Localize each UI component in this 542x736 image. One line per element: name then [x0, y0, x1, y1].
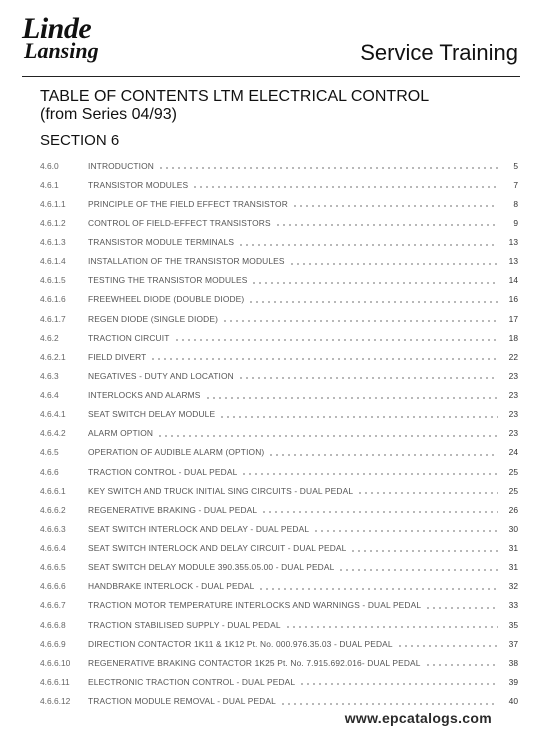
entry-page: 9: [513, 217, 518, 228]
entry-page: 26: [508, 504, 518, 515]
entry-title: DIRECTION CONTACTOR 1K11 & 1K12 Pt. No. 000.976.35.03 - DUAL PEDAL: [88, 638, 393, 649]
entry-title: TRACTION STABILISED SUPPLY - DUAL PEDAL: [88, 619, 281, 630]
toc-entry: [40, 653, 518, 672]
entry-page: 31: [508, 562, 518, 573]
entry-number: 4.6.3: [40, 370, 59, 381]
entry-number: 4.6.1.6: [40, 294, 66, 305]
entry-number: 4.6.6.4: [40, 543, 66, 554]
dot-leader: [350, 550, 498, 552]
dot-leader: [289, 263, 498, 265]
entry-title: INTERLOCKS AND ALARMS: [88, 390, 201, 401]
entry-number: 4.6.2.1: [40, 351, 66, 362]
entry-number: 4.6.4: [40, 390, 59, 401]
entry-number: 4.6.6.12: [40, 696, 71, 707]
toc-entry: [40, 233, 518, 252]
dot-leader: [174, 339, 499, 341]
dot-leader: [241, 473, 498, 475]
entry-number: 4.6.1.4: [40, 256, 66, 267]
toc-entry: [40, 481, 518, 500]
dot-leader: [268, 454, 498, 456]
entry-page: 33: [508, 600, 518, 611]
toc-entry: [40, 213, 518, 232]
entry-page: 23: [508, 409, 518, 420]
entry-number: 4.6.6.1: [40, 485, 66, 496]
entry-number: 4.6.1.3: [40, 237, 66, 248]
entry-title: SEAT SWITCH INTERLOCK AND DELAY - DUAL PEDAL: [88, 523, 310, 534]
entry-title: OPERATION OF AUDIBLE ALARM (OPTION): [88, 447, 265, 458]
logo-line2: Lansing: [24, 38, 99, 63]
toc-entry: [40, 596, 518, 615]
entry-page: 13: [508, 237, 518, 248]
entry-number: 4.6.4.2: [40, 428, 66, 439]
entry-page: 14: [508, 275, 518, 286]
entry-page: 40: [508, 696, 518, 707]
entry-number: 4.6.1.1: [40, 198, 66, 209]
toc-entry: [40, 328, 518, 347]
dot-leader: [338, 569, 498, 571]
entry-page: 5: [513, 160, 518, 171]
logo-line1: Linde: [22, 12, 92, 45]
toc-title: [40, 88, 429, 124]
entry-title: SEAT SWITCH DELAY MODULE 390.355.05.00 - DUAL PEDAL: [88, 562, 335, 573]
entry-title: REGEN DIODE (SINGLE DIODE): [88, 313, 219, 324]
entry-title: ELECTRONIC TRACTION CONTROL - DUAL PEDAL: [88, 676, 296, 687]
entry-page: 13: [508, 256, 518, 267]
entry-title: TRANSISTOR MODULES: [88, 179, 189, 190]
toc-title-line2: (from Series 04/93): [40, 106, 177, 123]
toc-entry: [40, 252, 518, 271]
entry-page: 39: [508, 676, 518, 687]
toc-entry: [40, 156, 518, 175]
entry-number: 4.6.4.1: [40, 409, 66, 420]
toc-entry: [40, 175, 518, 194]
entry-title: NEGATIVES - DUTY AND LOCATION: [88, 370, 234, 381]
entry-number: 4.6.6.3: [40, 523, 66, 534]
dot-leader: [248, 301, 498, 303]
entry-page: 23: [508, 390, 518, 401]
entry-title: SEAT SWITCH INTERLOCK AND DELAY CIRCUIT - DUAL PEDAL: [88, 543, 347, 554]
entry-page: 32: [508, 581, 518, 592]
dot-leader: [275, 224, 498, 226]
entry-page: 24: [508, 447, 518, 458]
toc-entry: [40, 424, 518, 443]
entry-number: 4.6.1.7: [40, 313, 66, 324]
toc-entry: [40, 634, 518, 653]
entry-number: 4.6.1.5: [40, 275, 66, 286]
entry-title: FIELD DIVERT: [88, 351, 147, 362]
entry-number: 4.6.6: [40, 466, 59, 477]
dot-leader: [357, 492, 498, 494]
toc-entry: [40, 366, 518, 385]
entry-page: 37: [508, 638, 518, 649]
entry-title: ALARM OPTION: [88, 428, 154, 439]
dot-leader: [157, 435, 498, 437]
toc-entry: [40, 309, 518, 328]
entry-title: PRINCIPLE OF THE FIELD EFFECT TRANSISTOR: [88, 198, 288, 209]
dot-leader: [192, 186, 498, 188]
entry-number: 4.6.6.8: [40, 619, 66, 630]
toc-entry: [40, 271, 518, 290]
entry-number: 4.6.6.9: [40, 638, 66, 649]
entry-page: 25: [508, 485, 518, 496]
toc-entry: [40, 539, 518, 558]
entry-number: 4.6.1: [40, 179, 59, 190]
entry-page: 38: [508, 657, 518, 668]
entry-number: 4.6.5: [40, 447, 59, 458]
toc-entry: [40, 194, 518, 213]
toc-entry: [40, 558, 518, 577]
dot-leader: [313, 530, 498, 532]
entry-number: 4.6.0: [40, 160, 59, 171]
dot-leader: [285, 626, 498, 628]
dot-leader: [299, 683, 498, 685]
toc-entry: [40, 519, 518, 538]
entry-number: 4.6.6.10: [40, 657, 71, 668]
entry-page: 22: [508, 351, 518, 362]
header-title: Service Training: [360, 40, 518, 65]
dot-leader: [205, 397, 498, 399]
dot-leader: [150, 358, 498, 360]
entry-title: TRACTION MOTOR TEMPERATURE INTERLOCKS AND WARNINGS - DUAL PEDAL: [88, 600, 422, 611]
entry-title: HANDBRAKE INTERLOCK - DUAL PEDAL: [88, 581, 255, 592]
entry-title: SEAT SWITCH DELAY MODULE: [88, 409, 216, 420]
entry-number: 4.6.6.5: [40, 562, 66, 573]
entry-title: CONTROL OF FIELD-EFFECT TRANSISTORS: [88, 217, 271, 228]
entry-page: 7: [513, 179, 518, 190]
entry-title: TRANSISTOR MODULE TERMINALS: [88, 237, 235, 248]
entry-number: 4.6.6.6: [40, 581, 66, 592]
entry-title: INSTALLATION OF THE TRANSISTOR MODULES: [88, 256, 285, 267]
toc-entry: [40, 405, 518, 424]
section-label: SECTION 6: [40, 132, 120, 149]
entry-page: 23: [508, 370, 518, 381]
entry-page: 35: [508, 619, 518, 630]
toc-title-line1: TABLE OF CONTENTS LTM ELECTRICAL CONTROL: [40, 88, 430, 105]
entry-page: 25: [508, 466, 518, 477]
dot-leader: [397, 645, 498, 647]
entry-title: REGENERATIVE BRAKING - DUAL PEDAL: [88, 504, 258, 515]
entry-number: 4.6.6.7: [40, 600, 66, 611]
entry-title: TRACTION CONTROL - DUAL PEDAL: [88, 466, 238, 477]
toc-entry: [40, 386, 518, 405]
toc-entry: [40, 462, 518, 481]
entry-title: TRACTION CIRCUIT: [88, 332, 170, 343]
dot-leader: [292, 205, 498, 207]
toc-entry: [40, 692, 518, 711]
entry-number: 4.6.1.2: [40, 217, 66, 228]
entry-page: 18: [508, 332, 518, 343]
entry-page: 8: [513, 198, 518, 209]
dot-leader: [425, 607, 498, 609]
toc-entry: [40, 347, 518, 366]
entry-page: 31: [508, 543, 518, 554]
dot-leader: [219, 416, 498, 418]
toc-entry: [40, 577, 518, 596]
entry-title: REGENERATIVE BRAKING CONTACTOR 1K25 Pt. No. 7.915.692.016- DUAL PEDAL: [88, 657, 421, 668]
toc-entry: [40, 672, 518, 691]
linde-lansing-logo: [22, 14, 99, 62]
entry-number: 4.6.6.11: [40, 676, 70, 687]
dot-leader: [158, 167, 498, 169]
dot-leader: [258, 588, 498, 590]
toc-entry: [40, 290, 518, 309]
dot-leader: [222, 320, 498, 322]
entry-title: KEY SWITCH AND TRUCK INITIAL SING CIRCUITS - DUAL PEDAL: [88, 485, 354, 496]
toc-entry: [40, 615, 518, 634]
toc-entry: [40, 500, 518, 519]
entry-title: TRACTION MODULE REMOVAL - DUAL PEDAL: [88, 696, 276, 707]
dot-leader: [238, 244, 498, 246]
dot-leader: [261, 511, 498, 513]
dot-leader: [238, 377, 498, 379]
entry-page: 17: [508, 313, 518, 324]
entry-title: INTRODUCTION: [88, 160, 155, 171]
header-divider: [22, 76, 520, 77]
entry-page: 23: [508, 428, 518, 439]
entry-title: FREEWHEEL DIODE (DOUBLE DIODE): [88, 294, 245, 305]
entry-title: TESTING THE TRANSISTOR MODULES: [88, 275, 248, 286]
entry-number: 4.6.6.2: [40, 504, 66, 515]
dot-leader: [251, 282, 498, 284]
toc-list: [40, 156, 518, 711]
entry-page: 16: [508, 294, 518, 305]
dot-leader: [425, 664, 498, 666]
watermark: www.epcatalogs.com: [344, 710, 492, 726]
entry-page: 30: [508, 523, 518, 534]
dot-leader: [280, 703, 498, 705]
entry-number: 4.6.2: [40, 332, 59, 343]
toc-entry: [40, 443, 518, 462]
